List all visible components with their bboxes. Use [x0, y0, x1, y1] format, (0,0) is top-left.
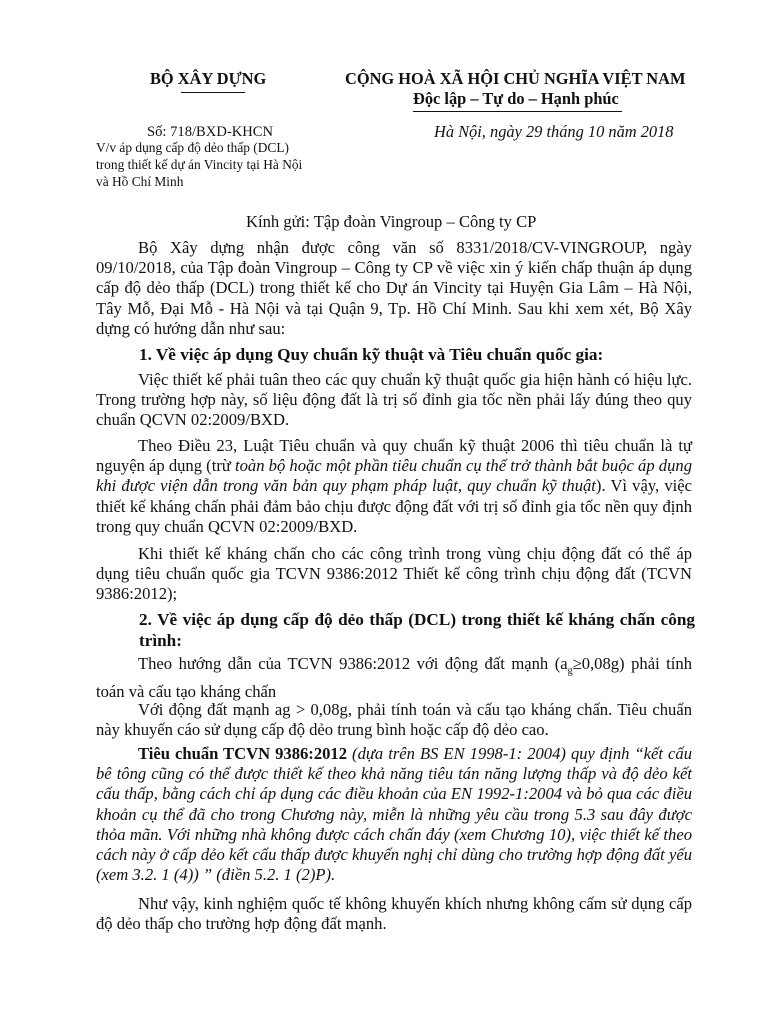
s2p1-start: Theo hướng dẫn của TCVN 9386:2012 với động đất mạnh (a [138, 654, 568, 673]
place-date: Hà Nội, ngày 29 tháng 10 năm 2018 [434, 122, 674, 141]
s2p3-italic: (dựa trên BS EN 1998-1: 2004) quy định “kết cấu bê tông cũng có thể được thiết kế theo khả năng tiêu tán năng lượng thấp và độ dẻo kết cấu thấp, bằng cách chỉ áp dụng các điều khoản của EN 1992-1:2004 và bỏ qua các điều khoản cụ thể đã cho trong Chương này, miễn là những yêu cầu trong 5.3 sau đây được thỏa mãn. Với những nhà không được cách chấn đáy (xem Chương 10), việc thiết kế theo cách này ở cấp dẻo kết cấu thấp được khuyến nghị chỉ dùng cho trường hợp động đất yếu (xem 3.2. 1 (4)) ” (điền 5.2. 1 (2)P). [96, 744, 692, 885]
section-1-paragraph-1: Việc thiết kế phải tuân theo các quy chuẩn kỹ thuật quốc gia hiện hành có hiệu lực. Trong trường hợp này, số liệu động đất là trị số đỉnh gia tốc nền phải lấy đúng theo quy chuẩn QCVN 02:2009/BXD. [96, 370, 692, 430]
intro-paragraph: Bộ Xây dựng nhận được công văn số 8331/2018/CV-VINGROUP, ngày 09/10/2018, của Tập đoàn Vingroup – Công ty CP về việc xin ý kiến chấp thuận áp dụng cấp độ dẻo thấp (DCL) trong thiết kế cho Dự án Vincity tại Huyện Gia Lâm – Hà Nội, Tây Mỗ, Đại Mỗ - Hà Nội và tại Quận 9, Tp. Hồ Chí Minh. Sau khi xem xét, Bộ Xây dựng có hướng dẫn như sau: [96, 238, 692, 338]
motto-underline [413, 111, 622, 112]
section-2-paragraph-1 [96, 654, 692, 702]
subject-line-2: trong thiết kế dự án Vincity tại Hà Nội [96, 157, 303, 172]
section-1-paragraph-3: Khi thiết kế kháng chấn cho các công trình trong vùng chịu động đất có thể áp dụng tiêu chuẩn quốc gia TCVN 9386:2012 Thiết kế công trình chịu động đất (TCVN 9386:2012); [96, 544, 692, 604]
motto: Độc lập – Tự do – Hạnh phúc [413, 89, 619, 108]
document-number: Số: 718/BXD-KHCN [147, 124, 274, 140]
section-2-paragraph-3 [96, 744, 692, 885]
s2p3-bold: Tiêu chuẩn TCVN 9386:2012 [138, 744, 348, 763]
nation-title: CỘNG HOÀ XÃ HỘI CHỦ NGHĨA VIỆT NAM [345, 69, 686, 88]
s2p1-mid: ≥0,08g) [572, 654, 625, 673]
subject-line-3: và Hồ Chí Minh [96, 174, 184, 189]
section-1-heading: 1. Về việc áp dụng Quy chuẩn kỹ thuật và Tiêu chuẩn quốc gia: [139, 345, 604, 364]
section-2-paragraph-4: Như vậy, kinh nghiệm quốc tế không khuyến khích nhưng không cấm sử dụng cấp độ dẻo thấp cho trường hợp động đất mạnh. [96, 894, 692, 934]
s1p2-end: ). Vì vậy, việc thiết kế kháng chấn phải đảm bảo chịu được động đất với trị số đỉnh gia tốc nền quy định trong quy chuẩn QCVN 02:2009/BXD. [96, 476, 692, 536]
section-1-paragraph-2 [96, 436, 692, 537]
s2p1-sub: g [567, 665, 573, 677]
s1p2-start: Theo Điều 23, Luật Tiêu chuẩn và quy chuẩn kỹ thuật 2006 thì tiêu chuẩn là tự nguyện áp dụng (trừ [96, 436, 692, 476]
section-2-heading: 2. Về việc áp dụng cấp độ dẻo thấp (DCL) trong thiết kế kháng chấn công trình: [139, 610, 695, 650]
recipient: Kính gửi: Tập đoàn Vingroup – Công ty CP [246, 212, 537, 231]
section-2-paragraph-2: Với động đất mạnh ag > 0,08g, phải tính toán và cấu tạo kháng chấn. Tiêu chuẩn này khuyến cáo sử dụng cấp độ dẻo trung bình hoặc cấp độ dẻo cao. [96, 700, 692, 740]
ministry-name: BỘ XÂY DỰNG [150, 69, 267, 88]
subject-line-1: V/v áp dụng cấp độ dẻo thấp (DCL) [96, 140, 290, 155]
s1p2-italic: toàn bộ hoặc một phần tiêu chuẩn cụ thể trở thành bắt buộc áp dụng khi được viện dẫn trong văn bản quy phạm pháp luật, quy chuẩn kỹ thuật [96, 456, 692, 496]
ministry-underline [181, 92, 245, 93]
s2p1-end: phải tính toán và cấu tạo kháng chấn [96, 654, 692, 701]
